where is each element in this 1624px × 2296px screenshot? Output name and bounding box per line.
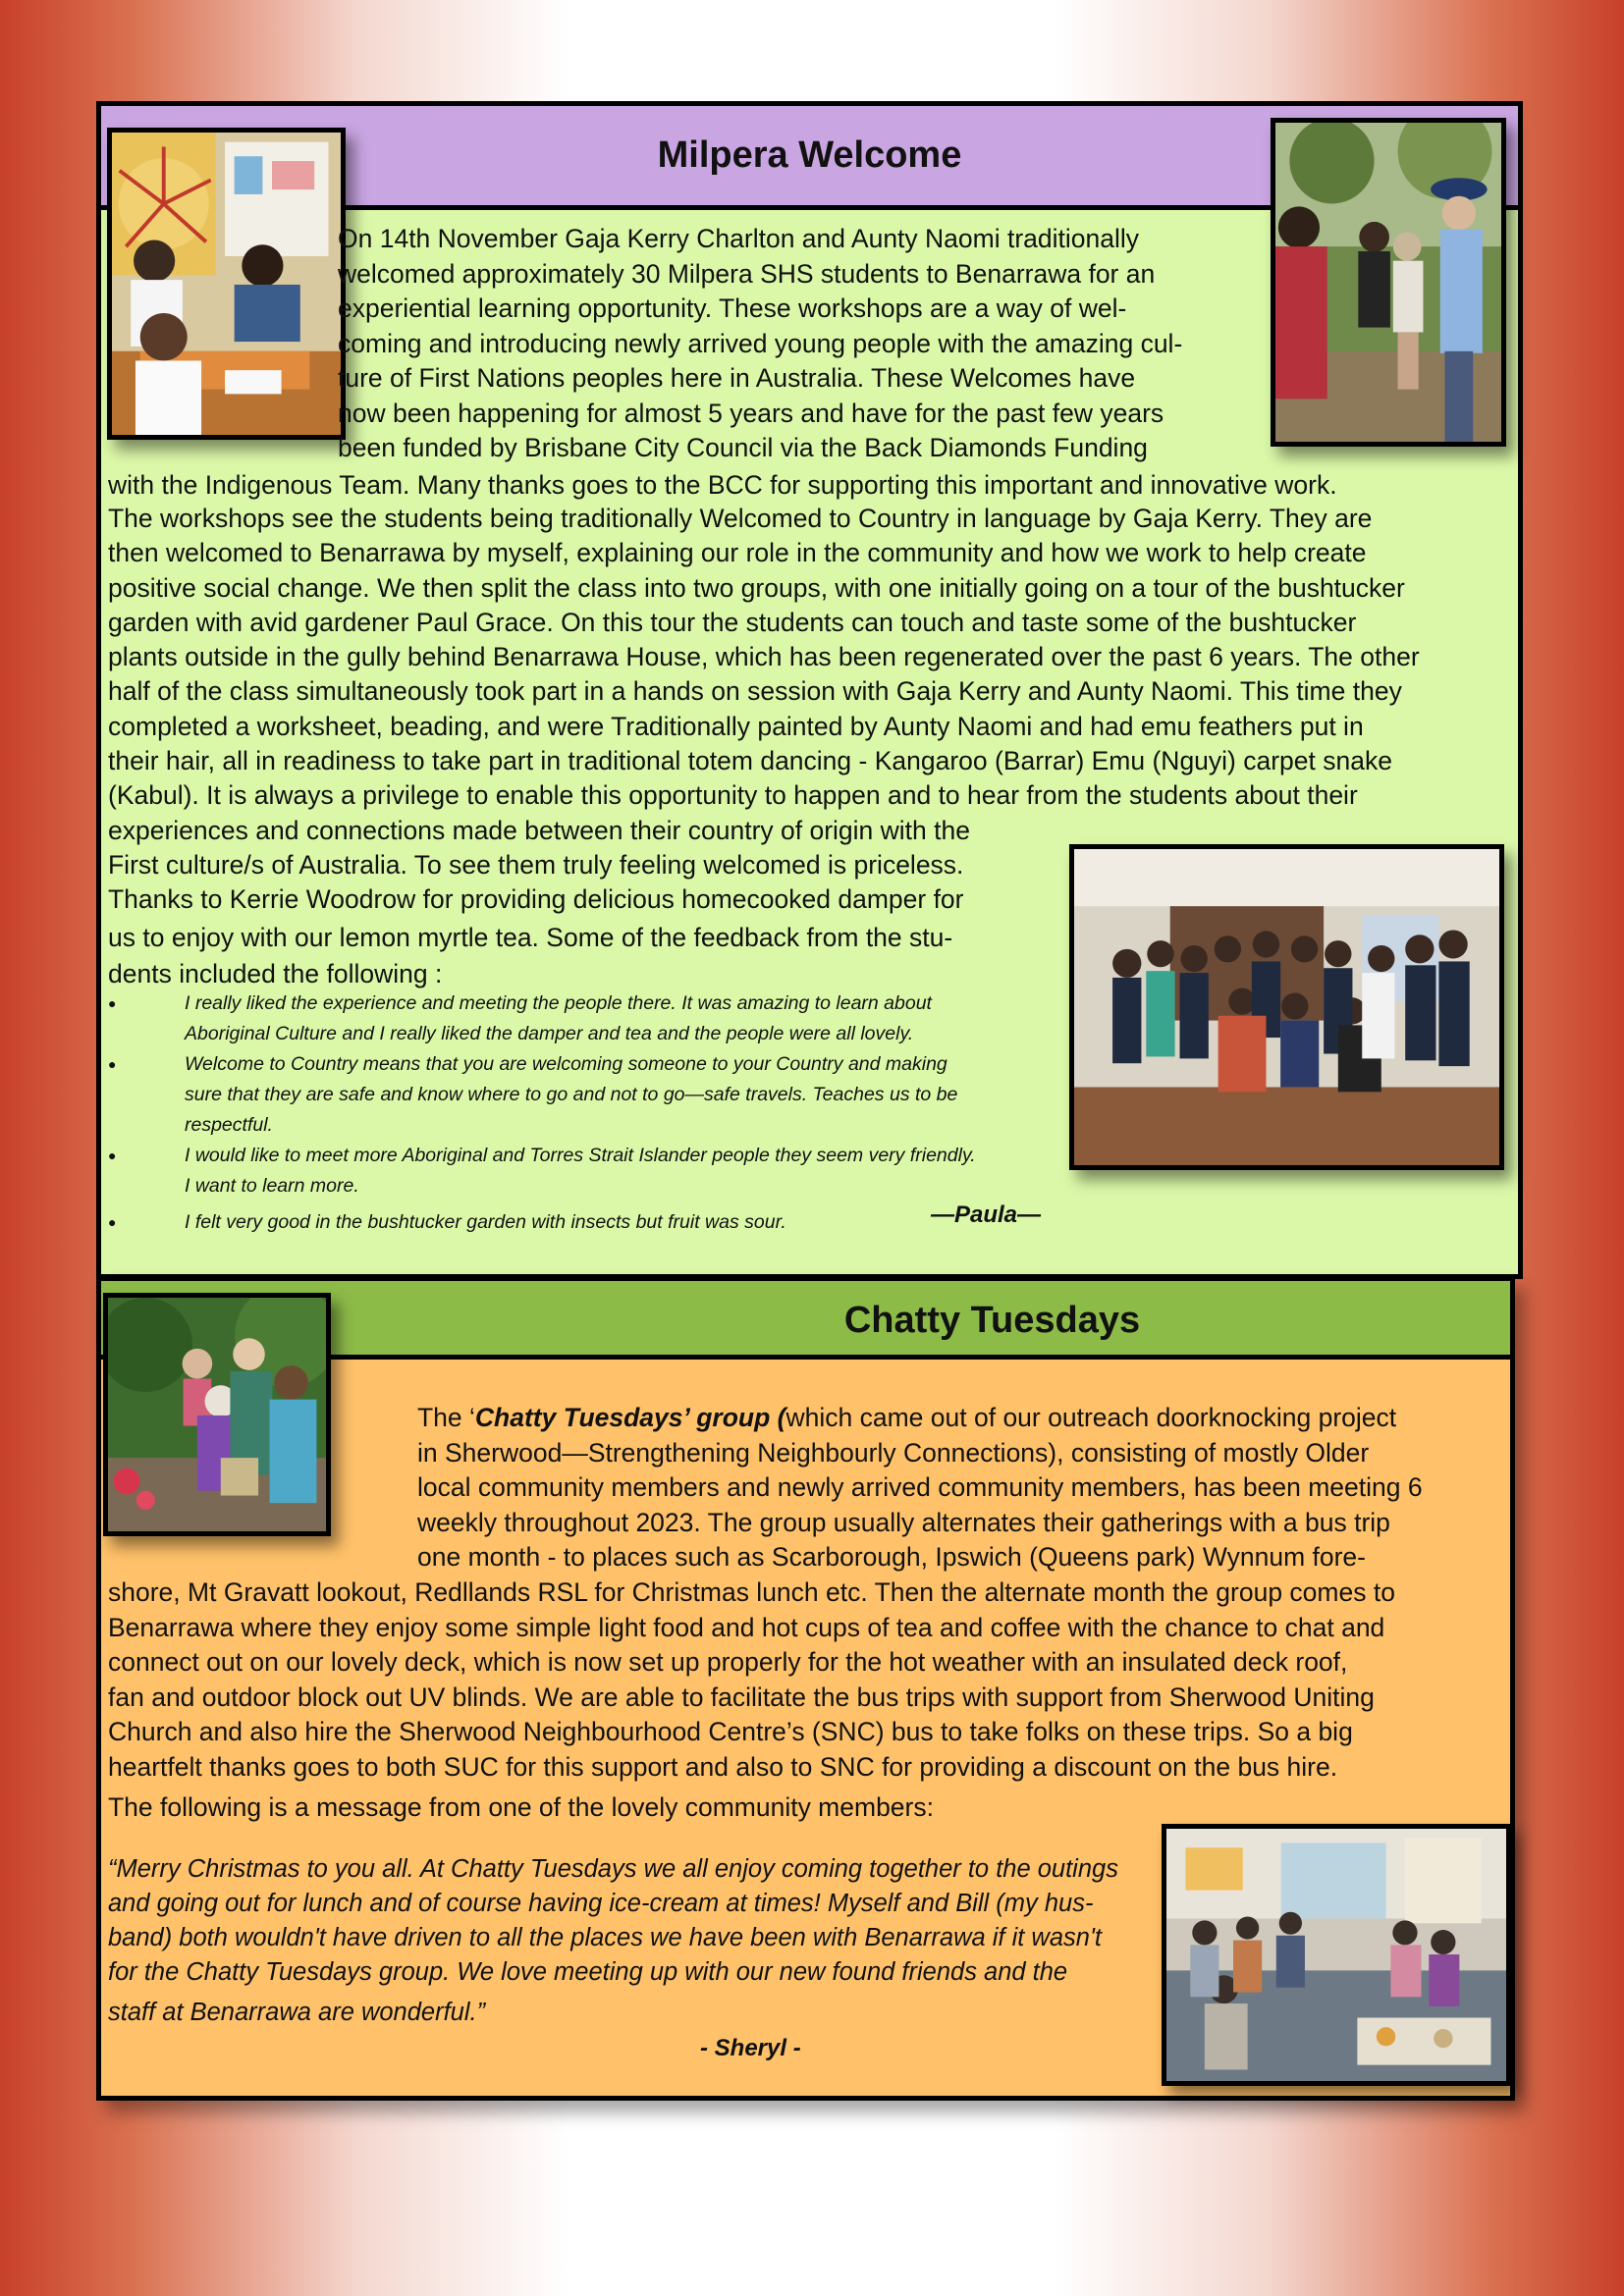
- group-name: Chatty Tuesdays’ group (: [474, 1403, 786, 1432]
- text-line: I want to learn more.: [185, 1175, 359, 1197]
- text-line: fan and outdoor block out UV blinds. We are able to facilitate the bus trips with support from Sherwood Uniting: [108, 1682, 1375, 1712]
- text-line: respectful.: [185, 1114, 273, 1136]
- text-line: coming and introducing newly arrived young people with the amazing cul-: [338, 328, 1183, 358]
- photo-garden-tour: [1271, 118, 1506, 447]
- text-line: I would like to meet more Aboriginal and Torres Strait Islander people they seem very friendly.: [185, 1145, 976, 1166]
- photo-group-deck: [1069, 844, 1504, 1170]
- text-line: I really liked the experience and meeting the people there. It was amazing to learn about: [185, 992, 932, 1014]
- text-line: plants outside in the gully behind Benarrawa House, which has been regenerated over the past 6 years. The other: [108, 642, 1420, 672]
- text-line: Aboriginal Culture and I really liked the damper and tea and the people were all lovely.: [185, 1023, 914, 1044]
- text-line: dents included the following :: [108, 958, 443, 988]
- text-line: one month - to places such as Scarborough, Ipswich (Queens park) Wynnum fore-: [417, 1542, 1366, 1572]
- text-line: garden with avid gardener Paul Grace. On this tour the students can touch and taste some of the bushtucker: [108, 607, 1357, 637]
- photo-workshop-table: [107, 128, 346, 440]
- feedback-item: [108, 1049, 1090, 1141]
- photo-indoor-gathering: [1162, 1824, 1511, 2086]
- text-line: On 14th November Gaja Kerry Charlton and Aunty Naomi traditionally: [338, 224, 1140, 253]
- feedback-item: [108, 988, 1090, 1049]
- text-line: ture of First Nations peoples here in Australia. These Welcomes have: [338, 363, 1136, 393]
- text-line: Thanks to Kerrie Woodrow for providing delicious homecooked damper for: [108, 884, 964, 915]
- text-line: in Sherwood—Strengthening Neighbourly Connections), consisting of mostly Older: [417, 1437, 1370, 1468]
- milpera-signature: —Paula—: [931, 1201, 1042, 1228]
- text-line: Benarrawa where they enjoy some simple light food and hot cups of tea and coffee with the chance to chat and: [108, 1612, 1385, 1642]
- milpera-welcome-section: [96, 101, 1523, 1279]
- text-line: and going out for lunch and of course having ice-cream at times! Myself and Bill (my hus-: [108, 1890, 1094, 1917]
- text-fragment: which came out of our outreach doorknocking project: [785, 1403, 1397, 1432]
- chatty-intro-text: [417, 1401, 1507, 1575]
- text-line: “Merry Christmas to you all. At Chatty Tuesdays we all enjoy coming together to the outings: [108, 1855, 1118, 1883]
- feedback-list: [108, 988, 1090, 1238]
- text-line: Welcome to Country means that you are welcoming someone to your Country and making: [185, 1053, 947, 1075]
- text-line: experiences and connections made between their country of origin with the: [108, 815, 970, 845]
- text-line: for the Chatty Tuesdays group. We love meeting up with our new found friends and the: [108, 1958, 1068, 1986]
- text-line: positive social change. We then split the class into two groups, with one initially going on a tour of the bushtucker: [108, 572, 1405, 603]
- text-fragment: The ‘: [417, 1403, 475, 1432]
- text-line: connect out on our lovely deck, which is now set up properly for the hot weather with an insulated deck roof,: [108, 1647, 1348, 1677]
- feedback-item: [108, 1141, 1090, 1201]
- milpera-title: Milpera Welcome: [657, 134, 962, 176]
- text-line: [417, 1401, 1507, 1436]
- text-line: First culture/s of Australia. To see them truly feeling welcomed is priceless.: [108, 849, 964, 880]
- text-line: local community members and newly arrived community members, has been meeting 6: [417, 1472, 1423, 1502]
- text-line: Church and also hire the Sherwood Neighbourhood Centre’s (SNC) bus to take folks on these trips. So a big: [108, 1717, 1353, 1746]
- text-line: been funded by Brisbane City Council via the Back Diamonds Funding: [338, 433, 1148, 462]
- text-line: then welcomed to Benarrawa by myself, explaining our role in the community and how we work to help create: [108, 538, 1367, 568]
- text-line: shore, Mt Gravatt lookout, Redllands RSL for Christmas lunch etc. Then the alternate month the group comes to: [108, 1577, 1395, 1607]
- chatty-signature: - Sheryl -: [700, 2035, 801, 2061]
- text-line: now been happening for almost 5 years and have for the past few years: [338, 398, 1164, 428]
- text-line: band) both wouldn't have driven to all the places we have been with Benarrawa if it wasn't: [108, 1924, 1102, 1951]
- chatty-title: Chatty Tuesdays: [843, 1300, 1141, 1341]
- photo-garden-group: [103, 1293, 331, 1536]
- chatty-tuesdays-section: [96, 1276, 1515, 2101]
- text-line: sure that they are safe and know where to go and not to go—safe travels. Teaches us to be: [185, 1084, 958, 1105]
- text-line: I felt very good in the bushtucker garden with insects but fruit was sour.: [185, 1211, 786, 1233]
- text-line: weekly throughout 2023. The group usually alternates their gatherings with a bus trip: [417, 1507, 1390, 1537]
- milpera-intro-text: [338, 222, 1251, 466]
- chatty-body-text: [108, 1575, 1512, 1826]
- text-line: their hair, all in readiness to take part in traditional totem dancing - Kangaroo (Barrar) Emu (Nguyi) carpet snake: [108, 746, 1392, 776]
- text-line: (Kabul). It is always a privilege to enable this opportunity to happen and to hear from the students about their: [108, 780, 1358, 811]
- text-line: completed a worksheet, beading, and were Traditionally painted by Aunty Naomi and had emu feathers put in: [108, 711, 1364, 741]
- text-line: The workshops see the students being traditionally Welcomed to Country in language by Gaja Kerry. They are: [108, 504, 1373, 533]
- text-line: half of the class simultaneously took part in a hands on session with Gaja Kerry and Aunty Naomi. This time they: [108, 676, 1402, 707]
- text-line: staff at Benarrawa are wonderful.”: [108, 1999, 486, 2026]
- text-line: us to enjoy with our lemon myrtle tea. Some of the feedback from the stu-: [108, 922, 953, 952]
- text-line: experiential learning opportunity. These workshops are a way of wel-: [338, 294, 1127, 323]
- text-line: welcomed approximately 30 Milpera SHS students to Benarrawa for an: [338, 258, 1156, 289]
- text-line: with the Indigenous Team. Many thanks goes to the BCC for supporting this important and innovative work.: [108, 470, 1337, 500]
- text-line: heartfelt thanks goes to both SUC for this support and also to SNC for providing a discount on the bus hire.: [108, 1751, 1338, 1782]
- text-line: The following is a message from one of the lovely community members:: [108, 1792, 934, 1822]
- sheryl-quote: [108, 1852, 1168, 2030]
